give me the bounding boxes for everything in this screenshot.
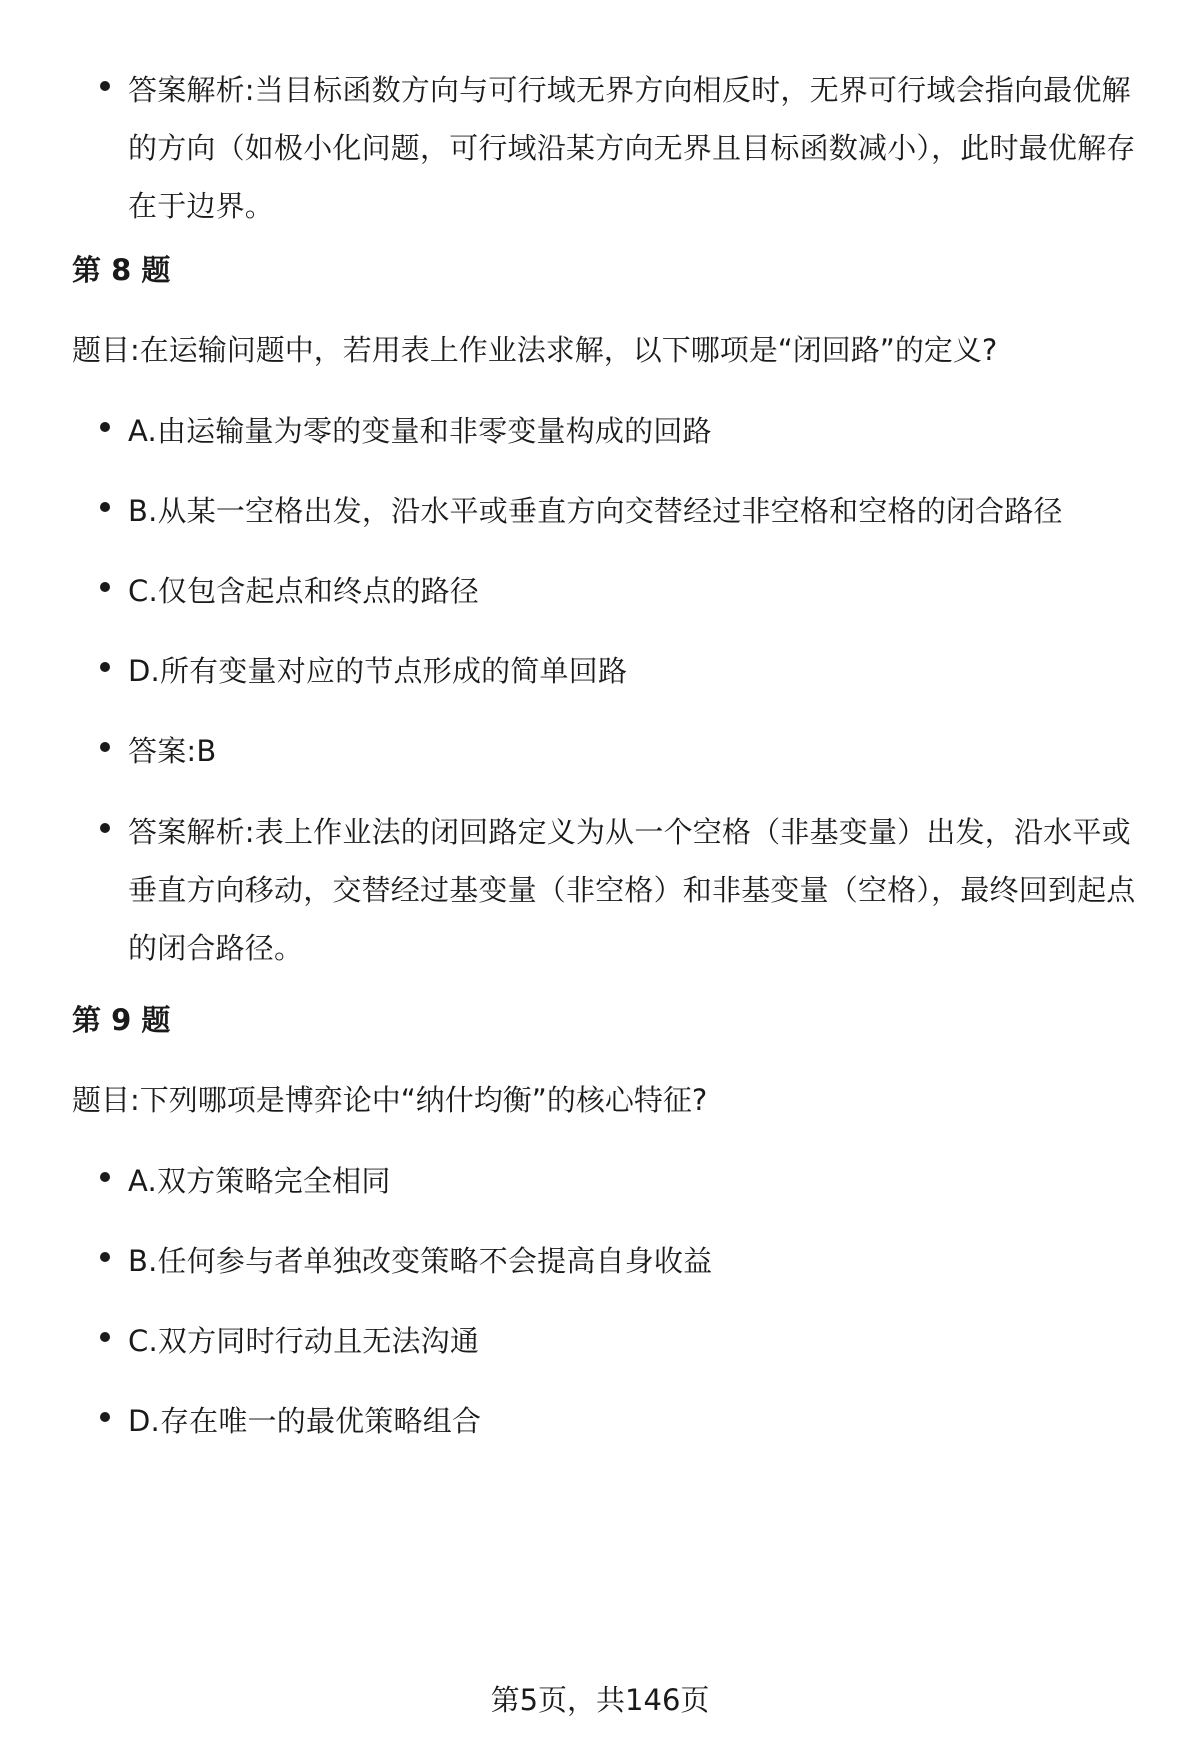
question-8-option-d xyxy=(72,642,1152,700)
option-text: A.由运输量为零的变量和非零变量构成的回路 xyxy=(128,414,712,448)
question-8-option-c xyxy=(72,562,1152,620)
option-text: B.从某一空格出发，沿水平或垂直方向交替经过非空格和空格的闭合路径 xyxy=(128,494,1063,528)
answer-explanation: 答案解析:当目标函数方向与可行域无界方向相反时，无界可行域会指向最优解的方向（如极小化问题，可行域沿某方向无界且目标函数减小），此时最优解存在于边界。 xyxy=(128,73,1136,223)
question-9-option-c xyxy=(72,1312,1152,1370)
bullet-icon xyxy=(100,502,110,512)
bullet-icon xyxy=(100,1332,110,1342)
question-9-option-d xyxy=(72,1392,1152,1450)
answer-text: 答案:B xyxy=(128,734,217,768)
list-item-prev-explanation xyxy=(72,61,1152,235)
bullet-icon xyxy=(100,422,110,432)
question-9-stem: 题目:下列哪项是博弈论中“纳什均衡”的核心特征? xyxy=(72,1083,708,1117)
question-9-option-b xyxy=(72,1232,1152,1290)
option-text: D.存在唯一的最优策略组合 xyxy=(128,1404,482,1438)
bullet-icon xyxy=(100,823,110,833)
question-8-option-b xyxy=(72,482,1152,540)
question-8-stem: 题目:在运输问题中，若用表上作业法求解，以下哪项是“闭回路”的定义? xyxy=(72,333,998,367)
bullet-icon xyxy=(100,1252,110,1262)
option-text: A.双方策略完全相同 xyxy=(128,1164,391,1198)
question-9-heading: 第 9 题 xyxy=(72,1003,171,1037)
option-text: C.仅包含起点和终点的路径 xyxy=(128,574,480,608)
option-text: D.所有变量对应的节点形成的简单回路 xyxy=(128,654,628,688)
question-8-explanation xyxy=(72,803,1152,977)
page-number: 第5页，共146页 xyxy=(490,1683,710,1717)
bullet-icon xyxy=(100,81,110,91)
bullet-icon xyxy=(100,662,110,672)
question-9-option-a xyxy=(72,1152,1152,1210)
question-8-option-a xyxy=(72,402,1152,460)
answer-explanation: 答案解析:表上作业法的闭回路定义为从一个空格（非基变量）出发，沿水平或垂直方向移动，交替经过基变量（非空格）和非基变量（空格），最终回到起点的闭合路径。 xyxy=(128,815,1136,965)
bullet-icon xyxy=(100,1412,110,1422)
option-text: C.双方同时行动且无法沟通 xyxy=(128,1324,480,1358)
bullet-icon xyxy=(100,582,110,592)
bullet-icon xyxy=(100,1172,110,1182)
question-8-heading: 第 8 题 xyxy=(72,253,171,287)
option-text: B.任何参与者单独改变策略不会提高自身收益 xyxy=(128,1244,713,1278)
question-8-answer xyxy=(72,722,1152,780)
bullet-icon xyxy=(100,742,110,752)
